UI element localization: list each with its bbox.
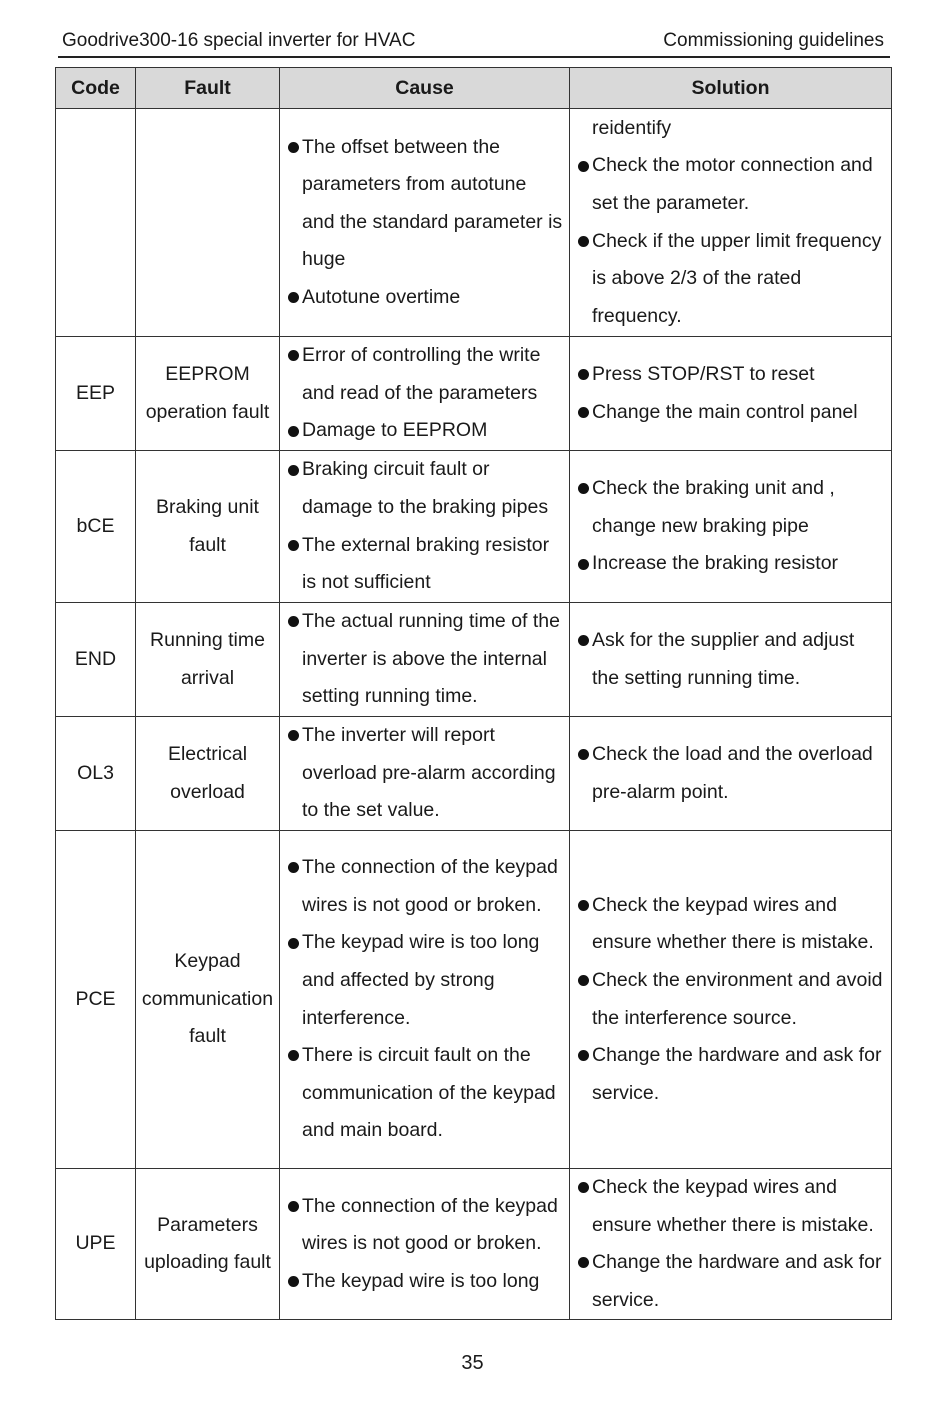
solution-item xyxy=(578,736,885,811)
fault-name: Running time arrival xyxy=(136,603,280,717)
bullet-icon xyxy=(288,924,302,962)
column-header-solution: Solution xyxy=(570,68,892,109)
cause-item xyxy=(288,451,563,526)
solution-text: Check the motor connection and set the parameter. xyxy=(592,154,873,214)
bullet-icon xyxy=(288,279,302,317)
cause-item xyxy=(288,129,563,279)
bullet-icon xyxy=(578,962,592,1000)
cause-item xyxy=(288,1188,563,1263)
table-row xyxy=(56,1169,892,1320)
bullet-icon xyxy=(288,1037,302,1075)
fault-name: Keypad communication fault xyxy=(136,831,280,1169)
solution-text: Check the braking unit and , change new braking pipe xyxy=(592,477,835,537)
solution-item xyxy=(578,394,885,432)
solution-text: Check the keypad wires and ensure whether there is mistake. xyxy=(592,1176,874,1236)
solution-text: Change the hardware and ask for service. xyxy=(592,1251,882,1311)
cause-text: The connection of the keypad wires is not good or broken. xyxy=(302,1194,558,1255)
header-rule xyxy=(58,56,890,58)
cause-cell xyxy=(280,337,570,451)
bullet-icon xyxy=(288,603,302,641)
cause-text: The connection of the keypad wires is not good or broken. xyxy=(302,856,558,916)
cause-text: There is circuit fault on the communication of the keypad and main board. xyxy=(302,1044,556,1142)
cause-cell xyxy=(280,109,570,337)
fault-name: Parameters uploading fault xyxy=(136,1169,280,1320)
cause-cell xyxy=(280,717,570,831)
page-number: 35 xyxy=(461,1352,484,1374)
cause-item xyxy=(288,717,563,830)
column-header-cause: Cause xyxy=(280,68,570,109)
cause-item xyxy=(288,924,563,1037)
fault-table-body xyxy=(56,109,892,1320)
bullet-icon xyxy=(288,1188,302,1226)
solution-cell xyxy=(570,831,892,1169)
cause-cell xyxy=(280,451,570,603)
cause-item xyxy=(288,527,563,602)
bullet-icon xyxy=(288,451,302,489)
solution-item xyxy=(578,223,885,336)
running-header-section: Commissioning guidelines xyxy=(663,30,884,51)
cause-text: Braking circuit fault or damage to the braking pipes xyxy=(302,458,549,518)
bullet-icon xyxy=(578,545,592,583)
table-row xyxy=(56,451,892,603)
bullet-icon xyxy=(288,129,302,167)
cause-text: The offset between the parameters from autotune and the standard parameter is huge xyxy=(302,135,563,271)
solution-cell xyxy=(570,1169,892,1320)
solution-item xyxy=(578,1169,885,1244)
running-header-title: Goodrive300-16 special inverter for HVAC xyxy=(62,30,416,51)
bullet-icon xyxy=(288,337,302,375)
table-row xyxy=(56,717,892,831)
cause-item xyxy=(288,279,563,317)
column-header-code: Code xyxy=(56,68,136,109)
bullet-icon xyxy=(578,1169,592,1207)
fault-code: OL3 xyxy=(56,717,136,831)
cause-cell xyxy=(280,831,570,1169)
fault-name: EEPROM operation fault xyxy=(136,337,280,451)
fault-code: EEP xyxy=(56,337,136,451)
bullet-icon xyxy=(578,223,592,261)
cause-text: The actual running time of the inverter is above the internal setting running time. xyxy=(302,610,560,708)
cause-cell xyxy=(280,603,570,717)
cause-item xyxy=(288,1037,563,1150)
bullet-icon xyxy=(578,356,592,394)
solution-item xyxy=(578,147,885,222)
cause-cell xyxy=(280,1169,570,1320)
solution-cell xyxy=(570,451,892,603)
solution-item xyxy=(578,470,885,545)
cause-text: The external braking resistor is not sufficient xyxy=(302,533,550,594)
cause-item xyxy=(288,849,563,924)
solution-text: Check the load and the overload pre-alarm point. xyxy=(592,742,873,803)
cause-text: The inverter will report overload pre-alarm according to the set value. xyxy=(302,724,556,822)
solution-text: Check the keypad wires and ensure whether there is mistake. xyxy=(592,893,874,954)
solution-cell xyxy=(570,337,892,451)
fault-code: END xyxy=(56,603,136,717)
cause-text: The keypad wire is too long xyxy=(302,1269,540,1292)
fault-name: Braking unit fault xyxy=(136,451,280,603)
solution-cell xyxy=(570,717,892,831)
bullet-icon xyxy=(578,887,592,925)
bullet-icon xyxy=(288,1263,302,1301)
fault-code: bCE xyxy=(56,451,136,603)
solution-item xyxy=(578,356,885,394)
solution-text: Increase the braking resistor xyxy=(592,552,839,575)
table-row xyxy=(56,337,892,451)
bullet-icon xyxy=(288,849,302,887)
bullet-icon xyxy=(578,622,592,660)
solution-text: Change the hardware and ask for service. xyxy=(592,1044,882,1104)
fault-table-header xyxy=(56,68,892,109)
solution-item xyxy=(578,962,885,1037)
fault-code xyxy=(56,109,136,337)
solution-text: Ask for the supplier and adjust the setting running time. xyxy=(592,628,855,689)
cause-text: Damage to EEPROM xyxy=(302,419,488,442)
bullet-icon xyxy=(288,412,302,450)
solution-cell xyxy=(570,109,892,337)
solution-item xyxy=(578,887,885,962)
solution-cell xyxy=(570,603,892,717)
bullet-icon xyxy=(288,717,302,755)
bullet-icon xyxy=(578,1244,592,1282)
solution-item xyxy=(578,545,885,583)
cause-item xyxy=(288,603,563,716)
solution-item xyxy=(578,622,885,697)
cause-text: Autotune overtime xyxy=(302,285,461,308)
cause-text: Error of controlling the write and read of the parameters xyxy=(302,344,541,404)
bullet-icon xyxy=(578,736,592,774)
fault-name: Electrical overload xyxy=(136,717,280,831)
bullet-icon xyxy=(578,147,592,185)
fault-table xyxy=(55,67,892,1320)
bullet-icon xyxy=(578,1037,592,1075)
bullet-icon xyxy=(288,527,302,565)
table-row xyxy=(56,109,892,337)
table-row xyxy=(56,831,892,1169)
cause-item xyxy=(288,1263,563,1301)
table-row xyxy=(56,603,892,717)
solution-item xyxy=(578,1037,885,1112)
solution-item xyxy=(578,1244,885,1319)
solution-text: Change the main control panel xyxy=(592,400,858,423)
cause-item xyxy=(288,412,563,450)
bullet-icon xyxy=(578,394,592,432)
solution-text: Check the environment and avoid the interference source. xyxy=(592,968,883,1029)
solution-item: reidentify xyxy=(592,116,672,139)
solution-text: Check if the upper limit frequency is above 2/3 of the rated frequency. xyxy=(592,229,882,327)
bullet-icon xyxy=(578,470,592,508)
fault-code: PCE xyxy=(56,831,136,1169)
cause-text: The keypad wire is too long and affected by strong interference. xyxy=(302,931,540,1029)
column-header-fault: Fault xyxy=(136,68,280,109)
cause-item xyxy=(288,337,563,412)
solution-text: Press STOP/RST to reset xyxy=(592,362,815,385)
fault-name xyxy=(136,109,280,337)
fault-code: UPE xyxy=(56,1169,136,1320)
